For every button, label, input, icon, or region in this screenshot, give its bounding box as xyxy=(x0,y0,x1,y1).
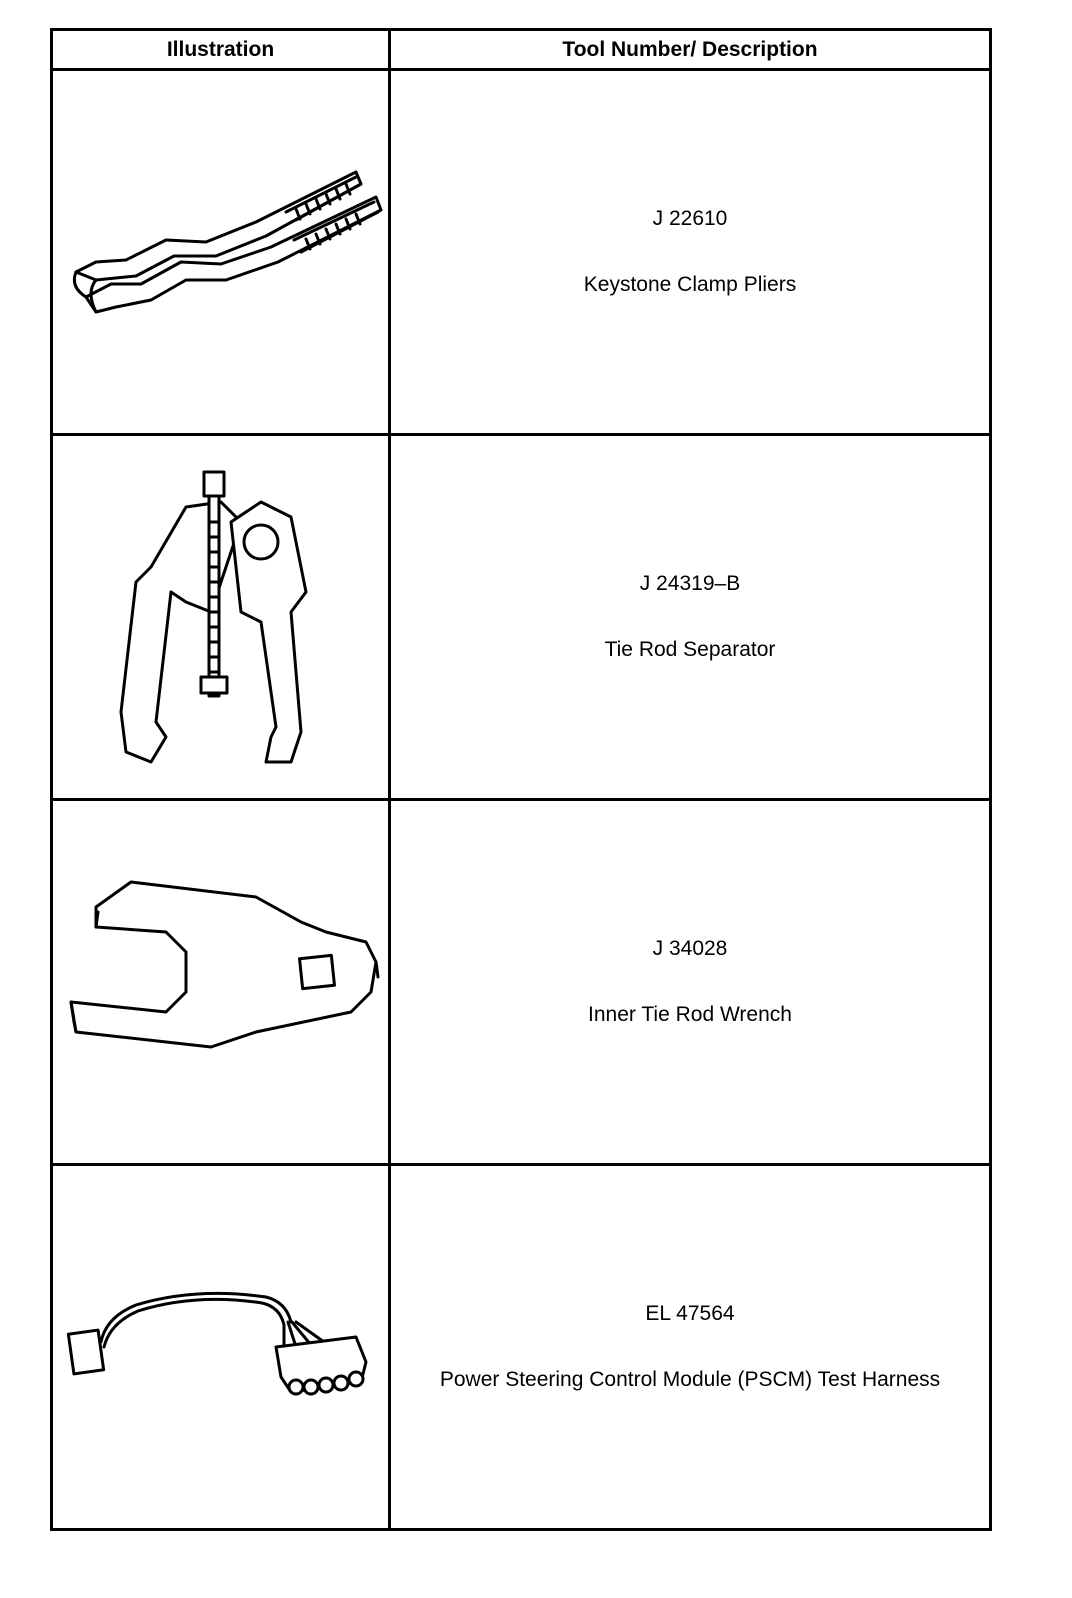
wrench-icon xyxy=(56,862,386,1102)
description-cell xyxy=(390,1165,991,1530)
tool-number: J 24319–B xyxy=(639,572,741,595)
header-description: Tool Number/ Description xyxy=(390,30,991,70)
tool-number: J 22610 xyxy=(652,207,728,230)
description-cell xyxy=(390,800,991,1165)
tool-name: Inner Tie Rod Wrench xyxy=(588,1003,792,1026)
tool-name: Keystone Clamp Pliers xyxy=(583,273,797,296)
table-row xyxy=(52,435,991,800)
illustration-cell xyxy=(52,800,390,1165)
illustration-cell xyxy=(52,70,390,435)
table-row xyxy=(52,800,991,1165)
description-cell xyxy=(390,70,991,435)
illustration-cell xyxy=(52,1165,390,1530)
table-row xyxy=(52,1165,991,1530)
tool-number: J 34028 xyxy=(652,937,728,960)
tool-name: Tie Rod Separator xyxy=(604,638,776,661)
header-illustration: Illustration xyxy=(52,30,390,70)
harness-icon xyxy=(56,1247,386,1447)
tool-table xyxy=(50,28,992,1531)
illustration-cell xyxy=(52,435,390,800)
tool-number: EL 47564 xyxy=(645,1302,735,1325)
table-row xyxy=(52,70,991,435)
separator-icon xyxy=(91,462,351,772)
header-row xyxy=(52,30,991,70)
pliers-icon xyxy=(56,152,386,352)
tool-name: Power Steering Control Module (PSCM) Test Harness xyxy=(439,1368,941,1391)
description-cell xyxy=(390,435,991,800)
